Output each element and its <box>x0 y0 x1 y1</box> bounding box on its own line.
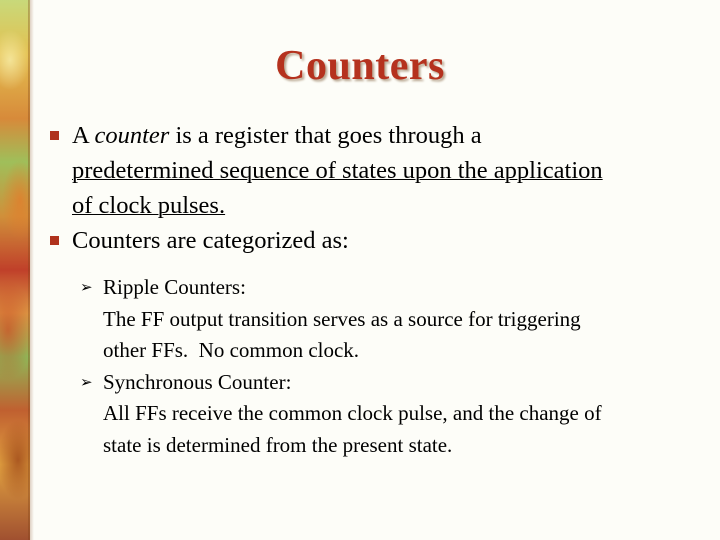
sub-bullet-text: state is determined from the present state. <box>103 432 453 457</box>
slide-title: Counters <box>275 43 445 89</box>
sub-bullet-list <box>50 272 700 461</box>
sub-bullet-text: The FF output transition serves as a source for triggering <box>103 306 581 331</box>
arrow-bullet-icon: ➢ <box>80 372 93 391</box>
sub-bullet-heading: Ripple Counters: <box>103 275 246 299</box>
arrow-bullet-icon: ➢ <box>80 278 93 296</box>
sub-bullet-heading: Synchronous Counter: <box>103 369 292 394</box>
bullet-line <box>72 118 700 153</box>
bullet-text: A <box>72 122 95 149</box>
slide-content <box>50 118 700 461</box>
square-bullet-icon <box>50 131 59 140</box>
bullet-line-underlined: of clock pulses. <box>72 192 226 219</box>
sub-bullet-text: other FFs. No common clock. <box>103 338 360 362</box>
bullet-text: is a register that goes through a <box>169 122 482 149</box>
bullet-text: Counters are categorized as: <box>72 227 349 254</box>
bullet-counter-definition <box>50 118 700 223</box>
sub-bullet-ripple-counters <box>50 272 700 367</box>
sub-bullet-synchronous-counter <box>50 367 700 462</box>
bullet-line-underlined: predetermined sequence of states upon the application <box>72 157 603 184</box>
bullet-counter-categories <box>50 223 700 258</box>
square-bullet-icon <box>50 236 59 245</box>
emphasized-term: counter <box>94 122 170 149</box>
sub-bullet-text: All FFs receive the common clock pulse, and the change of <box>103 401 602 425</box>
